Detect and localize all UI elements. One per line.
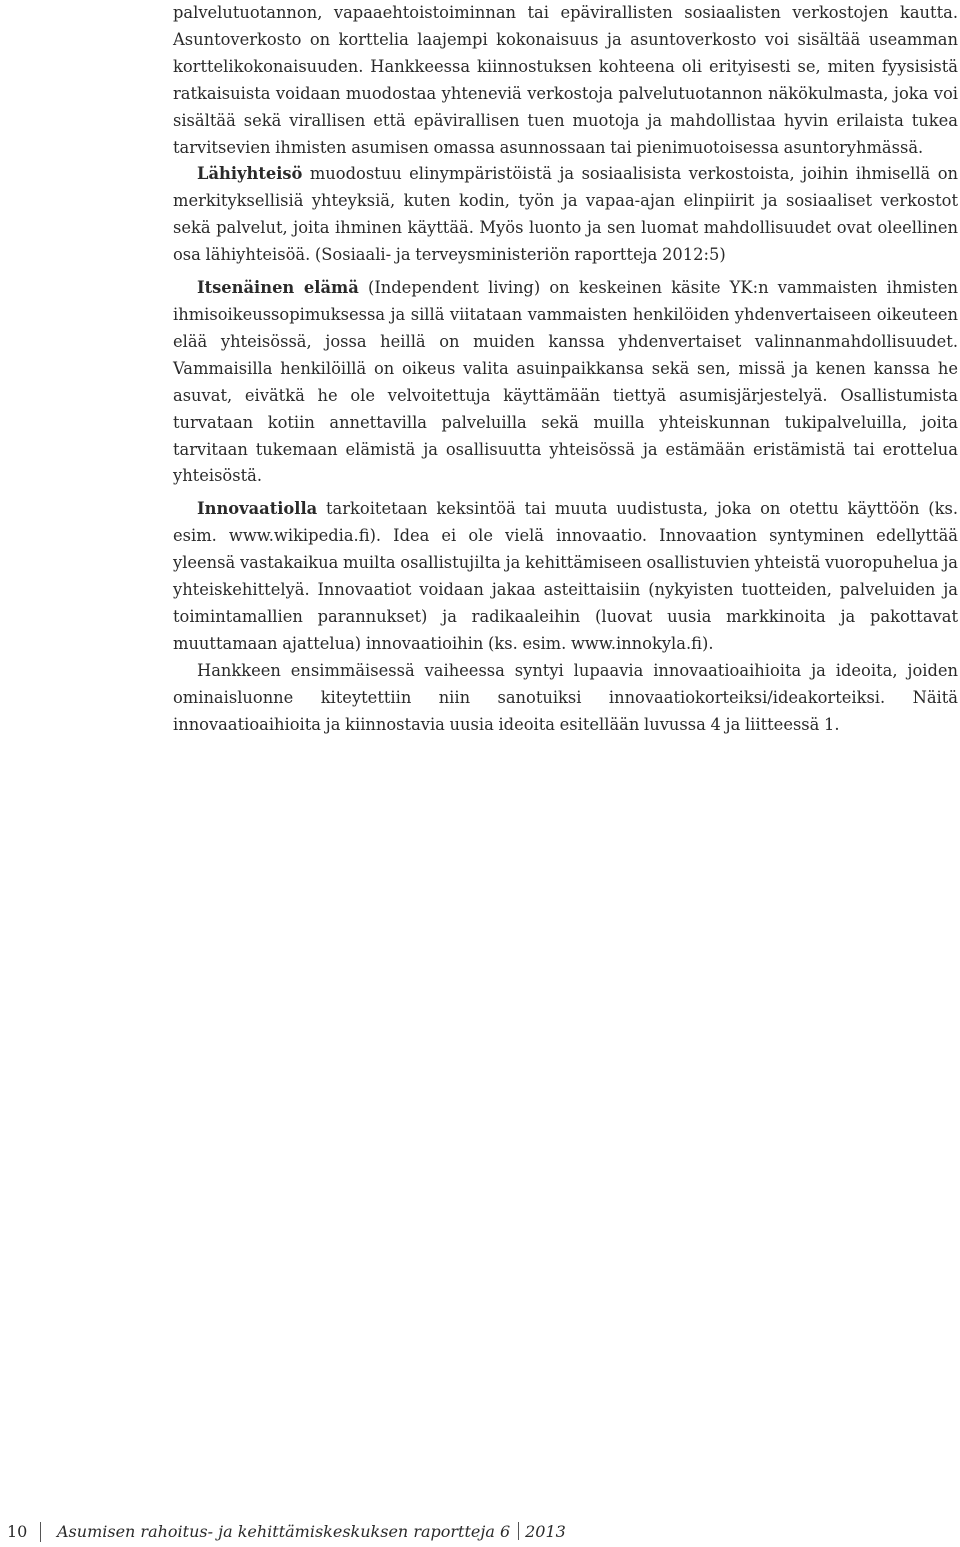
page-number: 10 (7, 1522, 28, 1541)
term-lahiyhteiso: Lähiyhteisö (197, 164, 303, 184)
footer-inline-divider (518, 1522, 519, 1540)
footer-divider (40, 1522, 41, 1542)
paragraph-hankkeen-vaihe (173, 658, 958, 739)
paragraph-innovaatio (173, 496, 958, 657)
page-footer (0, 1520, 960, 1544)
publication-year: 2013 (525, 1522, 566, 1541)
term-innovaatiolla: Innovaatiolla (197, 499, 318, 519)
running-title (57, 1520, 566, 1544)
paragraph-text: (Independent living) on keskeinen käsite YK:n vammaisten ihmisten ihmisoikeussopimuksessa ja sillä viitataan vammaisten henkilöiden yhdenvertaiseen oikeuteen elää yhteisössä, jossa heillä on muiden kanssa yhdenvertaiset valinnanmahdollisuudet. Vammaisilla henkilöillä on oikeus valita asuinpaikkansa sekä sen, missä ja kenen kanssa he asuvat, eivätkä he ole velvoitettuja käyttämään tiettyä asumisjärjestelyä. Osallistumista turvataan kotiin annettavilla palveluilla sekä muilla yhteiskunnan tukipalveluilla, joita tarvitaan tukemaan elämistä ja osallisuutta yhteisössä ja estämään eristämistä tai erottelua yhteisöstä. (173, 278, 958, 486)
paragraph-text: tarkoitetaan keksintöä tai muuta uudistusta, joka on otettu käyttöön (ks. esim. www.wikipedia.fi). Idea ei ole vielä innovaatio. Innovaation syntyminen edellyttää yleensä vastakaikua muilta osallistujilta ja kehittämiseen osallistuvien yhteistä vuoropuhelua ja yhteiskehittelyä. Innovaatiot voidaan jakaa asteittaisiin (nykyisten tuotteiden, palveluiden ja toimintamallien parannukset) ja radikaaleihin (luovat uusia markkinoita ja pakottavat muuttamaan ajattelua) innovaatioihin (ks. esim. www.innokyla.fi). (173, 499, 958, 653)
paragraph (173, 0, 958, 161)
term-itsenainen-elama: Itsenäinen elämä (197, 278, 359, 298)
body-text (173, 0, 958, 738)
paragraph-itsenainen-elama (173, 275, 958, 490)
series-title: Asumisen rahoitus- ja kehittämiskeskuksen raportteja 6 (57, 1522, 511, 1541)
paragraph-text: palvelutuotannon, vapaaehtoistoiminnan tai epävirallisten sosiaalisten verkostojen kautta. Asuntoverkosto on korttelia laajempi kokonaisuus ja asuntoverkosto voi sisältää useamman korttelikokonaisuuden. Hankkeessa kiinnostuksen kohteena oli erityisesti se, miten fyysisistä ratkaisuista voidaan muodostaa yhteneviä verkostoja palvelutuotannon näkökulmasta, joka voi sisältää sekä virallisen että epävirallisen tuen muotoja ja mahdollistaa hyvin erilaista tukea tarvitsevien ihmisten asumisen omassa asunnossaan tai pienimuotoisessa asuntoryhmässä. (173, 3, 958, 157)
paragraph-lahiyhteiso (173, 161, 958, 269)
paragraph-text: muodostuu elinympäristöistä ja sosiaalisista verkostoista, joihin ihmisellä on merkityksellisiä yhteyksiä, kuten kodin, työn ja vapaa-ajan elinpiirit ja sosiaaliset verkostot sekä palvelut, joita ihminen käyttää. Myös luonto ja sen luomat mahdollisuudet ovat oleellinen osa lähiyhteisöä. (Sosiaali- ja terveysministeriön raportteja 2012:5) (173, 164, 958, 265)
paragraph-text: Hankkeen ensimmäisessä vaiheessa syntyi lupaavia innovaatioaihioita ja ideoita, joiden ominaisluonne kiteytettiin niin sanotuiksi innovaatiokorteiksi/ideakorteiksi. Näitä innovaatioaihioita ja kiinnostavia uusia ideoita esitellään luvussa 4 ja liitteessä 1. (173, 660, 958, 734)
